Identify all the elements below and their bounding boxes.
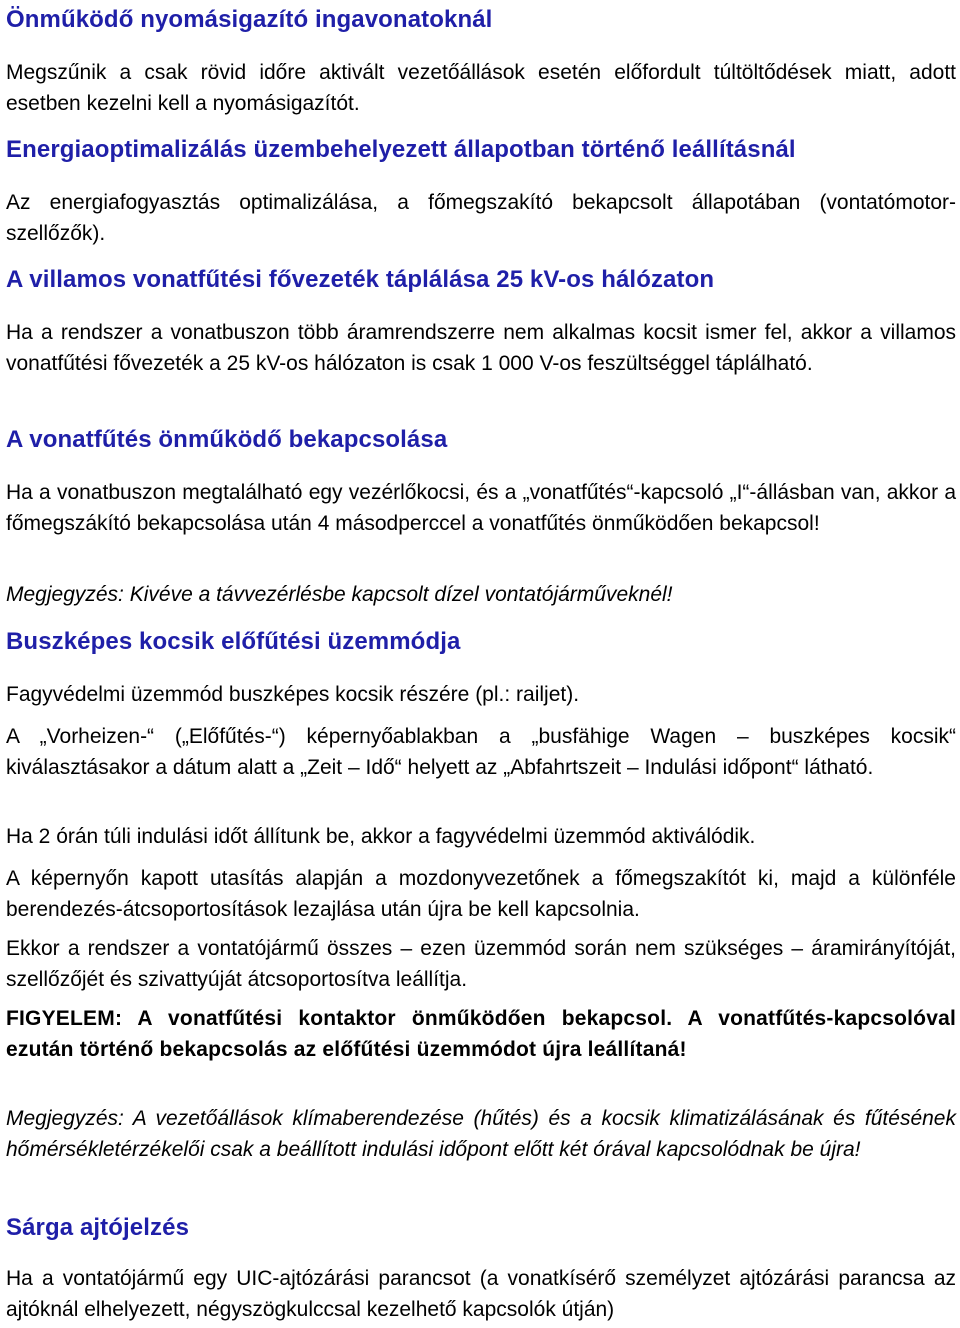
paragraph: Ha a rendszer a vonatbuszon több áramrendszerre nem alkalmas kocsit ismer fel, akkor a villamos vonatfűtési fővezeték a 25 kV-os hálózaton is csak 1 000 V-os feszültséggel táplálható. <box>6 321 956 375</box>
note-block <box>6 580 956 611</box>
section-body <box>6 1264 956 1325</box>
section-heading: A villamos vonatfűtési fővezeték táplálása 25 kV-os hálózaton <box>6 266 715 293</box>
paragraph: Ha 2 órán túli indulási időt állítunk be, akkor a fagyvédelmi üzemmód aktiválódik. <box>6 825 756 848</box>
section-body <box>6 188 956 249</box>
paragraph: Megszűnik a csak rövid időre aktivált vezetőállások esetén előfordult túltöltődések miatt, adott esetben kezelni kell a nyomásigazítót. <box>6 61 956 115</box>
section-heading: Buszképes kocsik előfűtési üzemmódja <box>6 628 461 655</box>
note-block <box>6 1104 956 1165</box>
note: Megjegyzés: A vezetőállások klímaberendezése (hűtés) és a kocsik klimatizálásának és fűtésének hőmérsékletérzékelői csak a beállított indulási időpont előtt két órával kapcsolódnak be újra! <box>6 1107 956 1161</box>
section-body <box>6 722 956 783</box>
section-preheating-mode <box>6 628 956 656</box>
paragraph: Ekkor a rendszer a vontatójármű összes – ezen üzemmód során nem szükséges – áramirányítóját, szellőzőjét és szivattyúját átcsoportosítva leállítja. <box>6 937 956 991</box>
section-body <box>6 822 956 853</box>
section-heating-main-25kv <box>6 266 956 294</box>
section-automatic-pressure-regulator <box>6 6 956 34</box>
section-yellow-door-signal <box>6 1214 956 1242</box>
section-heading: A vonatfűtés önműködő bekapcsolása <box>6 426 448 453</box>
section-body <box>6 318 956 379</box>
paragraph: A képernyőn kapott utasítás alapján a mozdonyvezetőnek a főmegszakítót ki, majd a különféle berendezés-átcsoportosítások lezajlása után újra be kell kapcsolnia. <box>6 867 956 921</box>
section-body <box>6 934 956 995</box>
paragraph: Ha a vontatójármű egy UIC-ajtózárási parancsot (a vonatkísérő személyzet ajtózárási parancsa az ajtóknál elhelyezett, négyszögkulccsal kezelhető kapcsolók útján) <box>6 1267 956 1321</box>
section-automatic-heating-switch-on <box>6 426 956 454</box>
paragraph: Ha a vonatbuszon megtalálható egy vezérlőkocsi, és a „vonatfűtés“-kapcsoló „I“-állásban van, akkor a főmegszákító bekapcsolása után 4 másodperccel a vonatfűtés önműködően bekapcsol! <box>6 481 956 535</box>
paragraph: A „Vorheizen-“ („Előfűtés-“) képernyőablakban a „busfähige Wagen – buszképes kocsik“ kiválasztásakor a dátum alatt a „Zeit – Idő“ helyett az „Abfahrtszeit – Indulási időpont“ látható. <box>6 725 956 779</box>
section-body <box>6 478 956 539</box>
section-heading: Önműködő nyomásigazító ingavonatoknál <box>6 6 493 33</box>
section-body <box>6 680 956 711</box>
section-energy-optimization <box>6 136 956 164</box>
paragraph: Az energiafogyasztás optimalizálása, a főmegszakító bekapcsolt állapotában (vontatómotor-szellőzők). <box>6 191 956 245</box>
warning: FIGYELEM: A vonatfűtési kontaktor önműködően bekapcsol. A vonatfűtés-kapcsolóval ezután történő bekapcsolás az előfűtési üzemmódot újra leállítaná! <box>6 1007 956 1061</box>
paragraph: Fagyvédelmi üzemmód buszképes kocsik részére (pl.: railjet). <box>6 683 580 706</box>
section-body <box>6 58 956 119</box>
section-heading: Energiaoptimalizálás üzembehelyezett állapotban történő leállításnál <box>6 136 796 163</box>
section-body <box>6 864 956 925</box>
section-heading: Sárga ajtójelzés <box>6 1214 190 1241</box>
note: Megjegyzés: Kivéve a távvezérlésbe kapcsolt dízel vontatójárműveknél! <box>6 583 673 606</box>
warning-block <box>6 1004 956 1065</box>
